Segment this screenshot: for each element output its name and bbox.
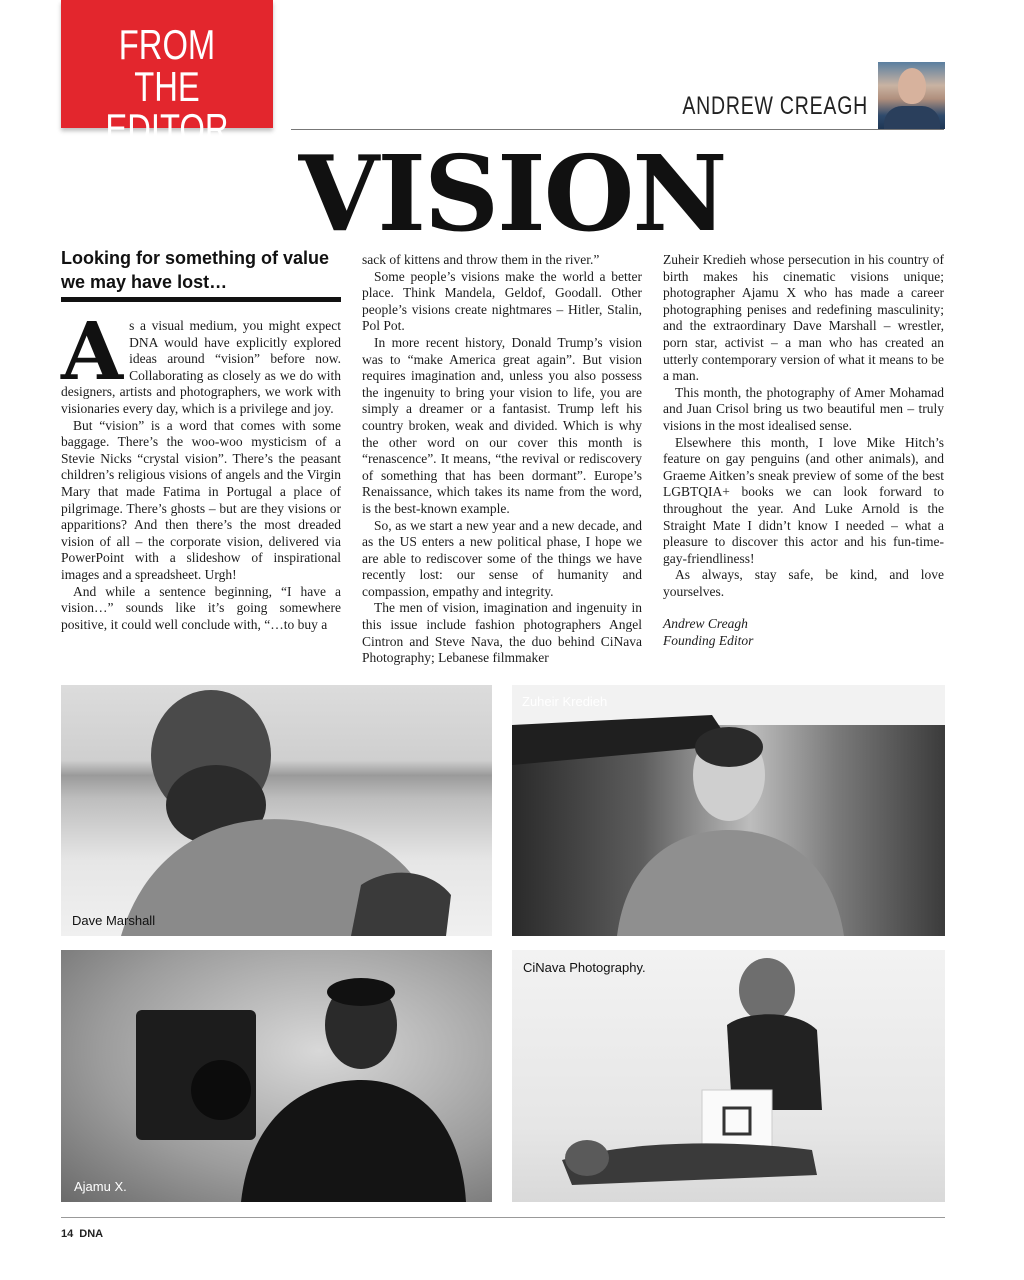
- magazine-name: DNA: [79, 1228, 104, 1240]
- standfirst-rule: [61, 297, 341, 302]
- paragraph: sack of kittens and throw them in the river.”: [362, 252, 600, 267]
- paragraph: So, as we start a new year and a new decade, and as the US enters a new political phase, I hope we are able to rediscover some of the things we have recently lost: our sense of humanity and compassion, empathy and integrity.: [362, 517, 642, 599]
- paragraph: But “vision” is a word that comes with some baggage. There’s the woo-woo mysticism of a Stevie Nicks “crystal vision”. There’s the peasant children’s religious visions of angels and the Virgin Mary that made Fatima in Portugal a place of pilgrimage. There’s ghosts – but are they visions or apparitions? And then there’s the most dreaded vision of all – the corporate vision, delivered via PowerPoint with a slideshow of inspirational images and a spreadsheet. Urgh!: [61, 417, 341, 582]
- dropcap: A: [61, 304, 124, 398]
- standfirst: Looking for something of value we may have lost…: [61, 248, 330, 292]
- photo-ajamu-x: [61, 950, 492, 1202]
- author-headshot: [878, 62, 945, 129]
- photo-cinava-photography: [512, 950, 945, 1202]
- section-tag-line2: THE EDITOR: [105, 63, 229, 152]
- photo-caption: Dave Marshall: [72, 913, 156, 928]
- paragraph: This month, the photography of Amer Mohamad and Juan Crisol bring us two beautiful men – truly visions in the most idealised sense.: [663, 384, 944, 433]
- paragraph: As a visual medium, you might expect DNA would have explicitly explored ideas around “vision” before now. Collaborating as closely as we do with designers, artists and photographers, we work with visionaries every day, which is a privilege and joy.: [61, 304, 341, 416]
- section-tag: [61, 0, 273, 152]
- signature-name: Andrew Creagh: [663, 616, 748, 632]
- photo-caption: CiNava Photography.: [523, 960, 646, 975]
- signature-role: Founding Editor: [663, 633, 754, 649]
- body-column-1: [61, 304, 341, 633]
- author-name: ANDREW CREAGH: [682, 92, 868, 120]
- paragraph: In more recent history, Donald Trump’s vision was to “make America great again”. But vision requires imagination and, unless you also possess the ingenuity to bring your vision to life, you are simply a dreamer or a fantasist. Trump left his country broken, weak and divided. Which is why the other word on our cover this month is “renascence”. It means, “the revival or rediscovery of something that has been dormant”. Europe’s Renaissance, which takes its name from the word, is the best-known example.: [362, 334, 642, 516]
- section-tag-line1: FROM: [118, 21, 216, 68]
- photo-caption: Zuheir Kredieh: [522, 694, 608, 709]
- paragraph: Some people’s visions make the world a better place. Think Mandela, Geldof, Goodall. Other people’s visions create nightmares – Hitler, Stalin, Pol Pot.: [362, 268, 642, 334]
- photo-dave-marshall: [61, 685, 492, 936]
- page-number: 14: [61, 1228, 74, 1240]
- paragraph: Elsewhere this month, I love Mike Hitch’s feature on gay penguins (and other animals), and Graeme Aitken’s sneak preview of some of the best LGBTQIA+ books we can look forward to throughout the year. And Luke Arnold is the Straight Mate I didn’t know I needed – what a pleasure to discover this actor and his fun-time-gay-friendliness!: [663, 434, 944, 566]
- photo-caption: Ajamu X.: [74, 1179, 127, 1194]
- paragraph: As always, stay safe, be kind, and love yourselves.: [663, 567, 944, 599]
- paragraph: Zuheir Kredieh whose persecution in his country of birth makes his cinematic visions unique; photographer Ajamu X who has made a career photographing penises and redefining masculinity; and the extraordinary Dave Marshall – wrestler, porn star, activist – a man who has created an utterly contemporary version of what it means to be a man.: [663, 252, 944, 384]
- paragraph: The men of vision, imagination and ingenuity in this issue include fashion photographers Angel Cintron and Steve Nava, the duo behind CiNava Photography; Lebanese filmmaker: [362, 600, 642, 666]
- photo-zuheir-kredieh: [512, 685, 945, 936]
- body-column-3: [663, 252, 944, 650]
- body-column-2: [362, 252, 642, 667]
- paragraph: And while a sentence beginning, “I have a vision…” sounds like it’s going somewhere positive, it could well conclude with, “…to buy a: [61, 583, 341, 632]
- page-title: VISION: [298, 132, 726, 255]
- folio: [61, 1228, 109, 1240]
- header-rule: [291, 129, 944, 130]
- footer-rule: [61, 1217, 945, 1218]
